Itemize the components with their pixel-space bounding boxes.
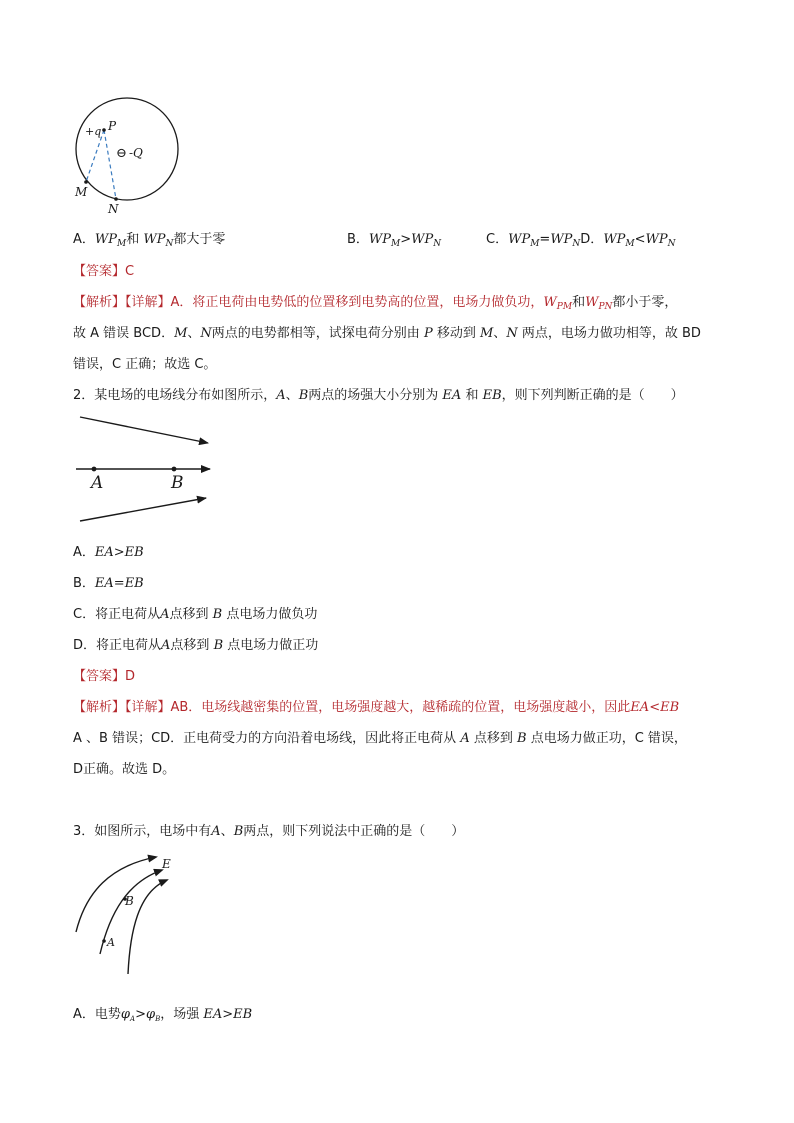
q2-analysis-l2b: 点移到 [473,731,513,746]
q3-field-line-right [128,880,167,974]
q3-field-lines-figure [70,852,190,980]
q3-option-a-phi2: φ [145,1007,156,1022]
q2-stem-B: B [298,388,309,403]
q2-stem-EB: EB [482,388,502,403]
q2-option-d-A: A [161,638,171,653]
q2-option-d-B: B [213,638,224,653]
q3-stem-A: A [211,824,221,839]
q2-analysis-line1 [73,696,679,715]
q1-analysis-line2 [73,322,701,341]
q3-stem-sep: 、 [220,824,234,839]
q1-analysis-l2b: 两点的电势都相等，试探电荷分别由 [211,326,420,341]
q2-stem-A: A [276,388,286,403]
q2-stem-c: ，则下列判断正确的是（ ） [501,388,684,403]
q1-analysis-s1: PM [556,302,573,312]
q2-option-b-value: EA=EB [94,576,144,591]
q1-analysis-l1b: 都小于零， [612,295,678,310]
q1-label-n: N [108,202,119,216]
q1-analysis-s2: PN [598,302,613,312]
q3-option-a-phi1: φ [120,1007,131,1022]
q2-point-b [172,467,177,472]
q1-option-d-prefix: D． [580,232,604,247]
q1-circle-figure [70,108,190,218]
q1-minus-charge-icon: ⊖ [116,146,127,161]
q1-circle [76,98,178,200]
q2-option-c-a: C．将正电荷从 [73,607,161,622]
q1-point-p [102,128,106,132]
q3-stem-B: B [233,824,244,839]
q2-analysis-line3: D正确。故选 D。 [73,762,176,777]
q2-analysis-l1a: 【解析】【详解】AB．电场线越密集的位置，电场强度越大，越稀疏的位置，电场强度越小，因此 [73,700,631,715]
q2-option-c-c: 点电场力做负功 [226,607,318,622]
q2-analysis-l1e: EA<EB [630,700,680,715]
q1-option-b [347,228,441,249]
q3-stem [73,820,464,839]
q2-option-d-b: 点移到 [170,638,210,653]
q1-option-a-and: 和 [126,232,140,247]
q2-point-a [92,467,97,472]
q1-analysis-n2: N [506,326,518,341]
q1-analysis-sep2: 、 [493,326,507,341]
q1-option-b-wp2: WP [411,232,434,247]
q1-label-p: P [108,119,117,133]
q1-point-n [114,197,118,201]
q2-option-c-b: 点移到 [169,607,209,622]
q3-option-a-value: EA>EB [203,1007,253,1022]
q1-option-b-sub2: N [433,239,442,249]
q3-field-line-left [76,857,156,932]
q1-option-a [73,228,225,249]
q2-option-d [73,634,318,653]
q1-analysis-and: 和 [572,295,586,310]
q1-option-d-wp: WP [603,232,626,247]
q1-analysis-n: N [200,326,212,341]
q1-option-d-sub2: N [667,239,676,249]
q2-label-b: B [171,473,184,493]
q2-stem-and: 和 [465,388,479,403]
q1-analysis-line1 [73,291,677,312]
q1-analysis-l2c: 移动到 [436,326,476,341]
q2-analysis-l2c: 点电场力做正功，C 错误， [530,731,687,746]
q2-analysis-l2a: A 、B 错误；CD．正电荷受力的方向沿着电场线，因此将正电荷从 [73,731,457,746]
q1-analysis-l2a: 故 A 错误 BCD． [73,326,175,341]
q1-dashed-pn [104,130,116,199]
q2-option-d-a: D．将正电荷从 [73,638,162,653]
q2-option-d-c: 点电场力做正功 [227,638,319,653]
q2-option-a-prefix: A． [73,545,95,560]
q1-option-b-sub: M [391,239,401,249]
q2-field-lines-figure [70,412,220,527]
q1-option-c-wp2: WP [550,232,573,247]
q1-analysis-p: P [423,326,433,341]
q3-option-a [73,1003,252,1023]
q1-analysis-m: M [174,326,188,341]
q2-option-c-A: A [160,607,170,622]
q1-option-cd [486,228,676,249]
q3-option-a-s1: A [130,1015,136,1023]
q2-option-b-prefix: B． [73,576,95,591]
q2-label-a: A [91,473,104,493]
q3-point-a [102,939,106,943]
q2-field-line-top [80,417,208,443]
q3-option-a-s2: B [155,1015,161,1023]
q1-point-m [84,180,88,184]
q1-label-m: M [75,185,88,199]
q2-analysis-l2A: A [460,731,470,746]
q2-stem [73,384,684,403]
q2-stem-sep: 、 [285,388,299,403]
q2-stem-EA: EA [442,388,462,403]
q1-option-a-prefix: A． [73,232,95,247]
q1-option-a-wp: WP [94,232,118,247]
q1-option-b-prefix: B． [347,232,369,247]
q1-analysis-l2d: 两点，电场力做功相等，故 BD [521,326,701,341]
q2-option-a-value: EA>EB [94,545,144,560]
q3-option-a-prefix: A．电势 [73,1007,121,1022]
q1-option-d-sub: M [625,239,635,249]
q2-option-c [73,603,317,622]
q3-label-b: B [125,894,134,908]
q1-analysis-m2: M [479,326,494,341]
q1-option-b-wp: WP [368,232,392,247]
q1-option-c-wp: WP [508,232,531,247]
q1-option-a-sub2: N [165,239,174,249]
q2-field-line-bottom [80,498,206,521]
q2-option-b [73,572,144,591]
q2-stem-b: 两点的场强大小分别为 [308,388,439,403]
q1-option-c-op: = [539,232,551,247]
q3-option-a-mid: ，场强 [160,1007,200,1022]
q1-option-c-prefix: C． [486,232,509,247]
q3-label-a: A [107,936,115,949]
q3-option-a-op: > [135,1007,146,1022]
q1-analysis-w2: W [585,295,599,310]
q3-stem-b: 两点，则下列说法中正确的是（ ） [243,824,465,839]
q1-option-c-sub2: N [572,239,581,249]
q1-option-a-wp2: WP [143,232,166,247]
q3-label-e: E [162,857,171,871]
q1-label-Q: -Q [129,146,143,160]
q2-option-a [73,541,144,560]
q3-stem-a: 3．如图所示，电场中有 [73,824,212,839]
q1-analysis-l1a: 【解析】【详解】A．将正电荷由电势低的位置移到电势高的位置，电场力做负功， [73,295,544,310]
q1-answer: 【答案】C [73,264,135,279]
q1-analysis-w1: W [543,295,557,310]
q1-option-d-op: < [634,232,646,247]
q2-analysis-line2 [73,727,687,746]
q1-option-d-wp2: WP [645,232,668,247]
q2-option-c-B: B [212,607,223,622]
q2-analysis-l2B: B [517,731,527,746]
q1-label-q: +q [85,125,102,138]
q1-analysis-sep: 、 [187,326,201,341]
q1-option-c-sub: M [530,239,540,249]
q1-analysis-line3: 错误，C 正确；故选 C。 [73,357,217,372]
q2-answer: 【答案】D [73,669,136,684]
q1-option-b-op: > [400,232,412,247]
q1-option-a-sub: M [117,239,127,249]
q1-option-a-text: 都大于零 [173,232,226,247]
q2-stem-a: 2．某电场的电场线分布如图所示， [73,388,277,403]
